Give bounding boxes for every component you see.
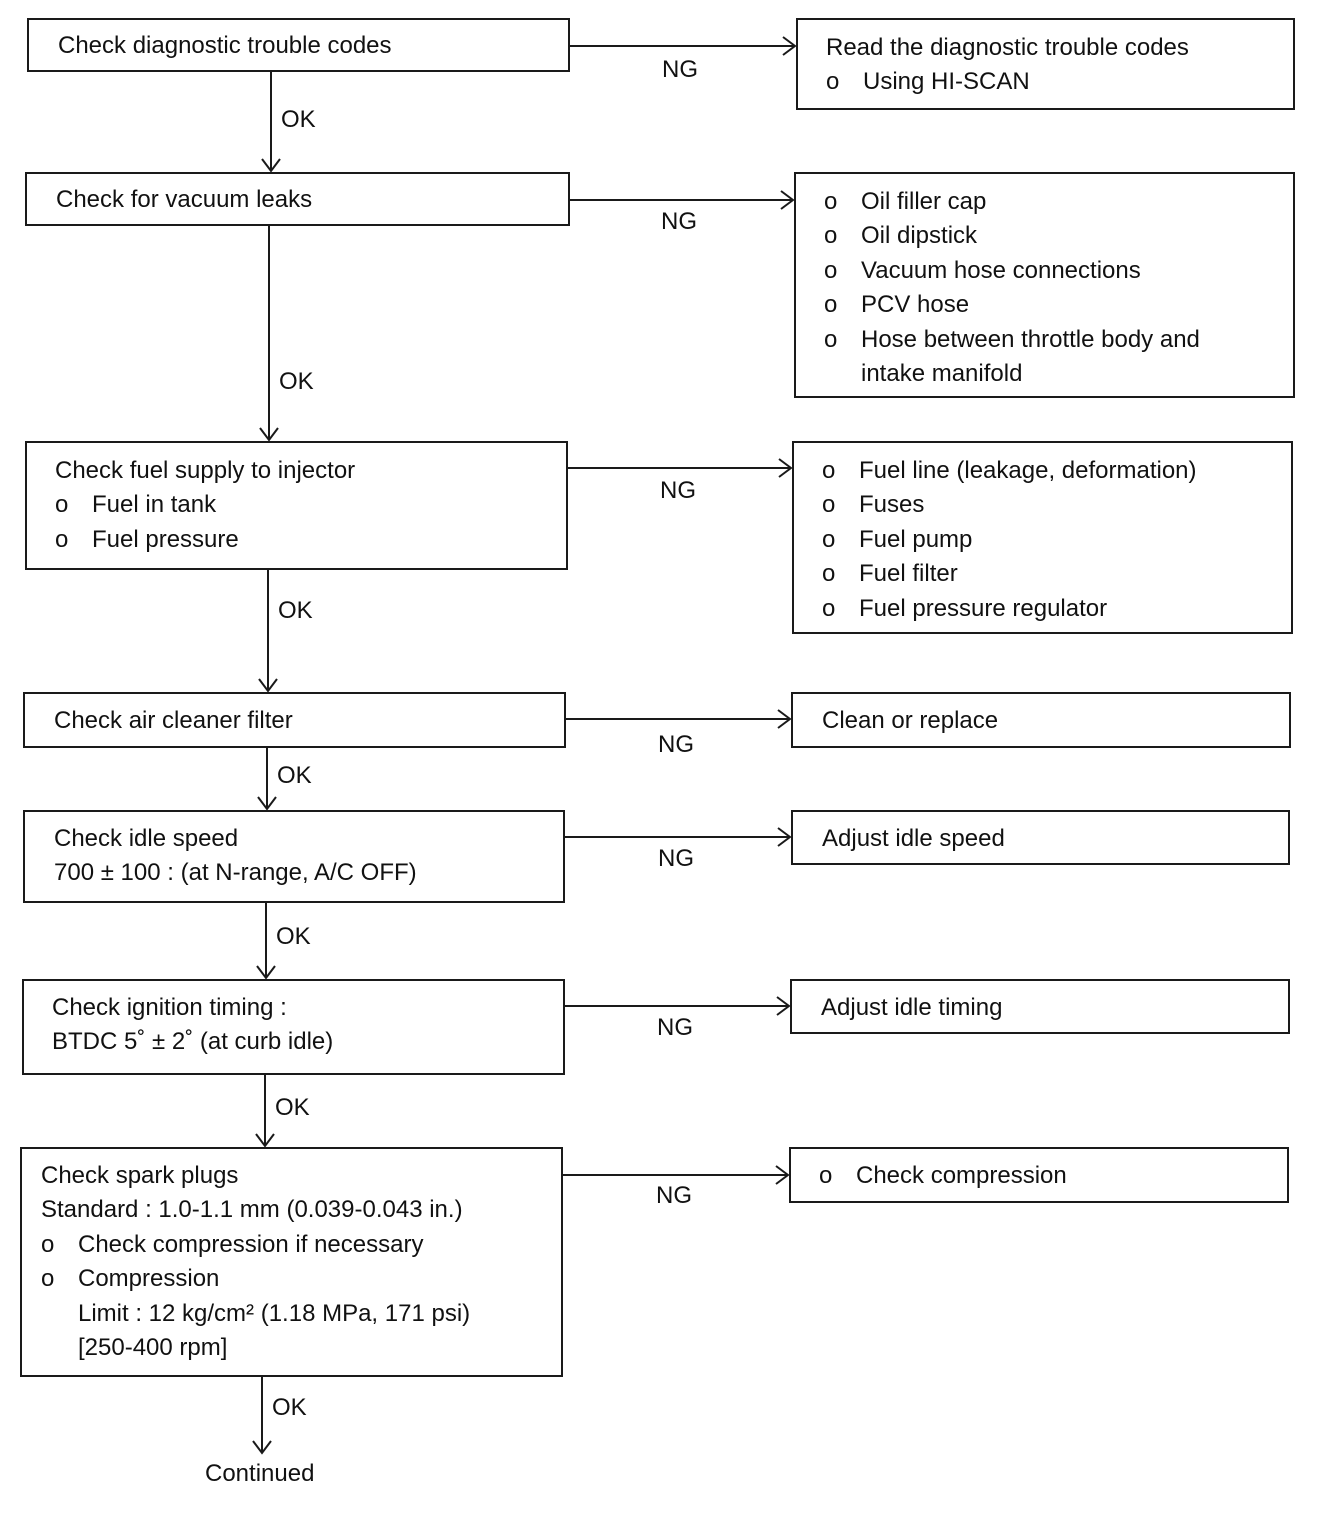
step-line: Check for vacuum leaks xyxy=(56,186,313,213)
bullet-mark: o xyxy=(822,560,836,588)
step-box-ignition-timing xyxy=(22,979,565,1075)
step-line: BTDC 5˚ ± 2˚ (at curb idle) xyxy=(52,1028,334,1056)
step-line: Check air cleaner filter xyxy=(54,707,293,734)
ng-label: NG xyxy=(658,731,694,758)
step-bullet xyxy=(55,488,566,522)
remedy-bullet xyxy=(822,488,1291,522)
step-box-vacuum-leaks xyxy=(25,172,570,226)
step-line: Check idle speed xyxy=(54,825,239,852)
step-box-fuel-supply xyxy=(25,441,568,570)
remedy-bullet-text: Fuel pump xyxy=(859,525,973,553)
bullet-mark: o xyxy=(822,525,836,553)
bullet-mark: o xyxy=(55,525,69,553)
remedy-line: Read the diagnostic trouble codes xyxy=(826,34,1189,61)
remedy-bullet xyxy=(822,523,1291,557)
step-line: Check spark plugs xyxy=(41,1162,239,1189)
remedy-bullet-text: Oil filler cap xyxy=(861,188,987,215)
ok-label: OK xyxy=(279,368,314,395)
ng-label: NG xyxy=(661,208,697,235)
ng-label: NG xyxy=(658,845,694,872)
remedy-bullet-text: Fuel pressure regulator xyxy=(859,594,1108,622)
step-line: Check diagnostic trouble codes xyxy=(58,32,392,59)
remedy-bullet xyxy=(824,219,1293,253)
step-bullet xyxy=(55,523,566,557)
step-bullet-detail: Limit : 12 kg/cm² (1.18 MPa, 171 psi) xyxy=(78,1299,471,1327)
step-line: 700 ± 100 : (at N-range, A/C OFF) xyxy=(54,859,417,887)
step-box-spark-plugs xyxy=(20,1147,563,1377)
remedy-line: Adjust idle speed xyxy=(822,825,1005,852)
step-line: Standard : 1.0-1.1 mm (0.039-0.043 in.) xyxy=(41,1196,463,1224)
remedy-bullet xyxy=(824,288,1293,322)
remedy-box-clean-replace xyxy=(791,692,1291,748)
remedy-bullet xyxy=(822,454,1291,488)
remedy-bullet-text: Vacuum hose connections xyxy=(861,256,1141,284)
step-bullet xyxy=(41,1228,561,1262)
remedy-bullet xyxy=(826,65,1293,99)
step-bullet-text: Fuel pressure xyxy=(92,525,239,553)
remedy-bullet-text: Fuel filter xyxy=(859,560,958,588)
bullet-mark: o xyxy=(824,291,838,319)
ng-label: NG xyxy=(656,1182,692,1209)
remedy-bullet-text: Check compression xyxy=(856,1162,1067,1189)
remedy-bullet xyxy=(824,254,1293,288)
ok-label: OK xyxy=(272,1394,307,1421)
remedy-bullet-text: Hose between throttle body and xyxy=(861,325,1200,353)
ng-label: NG xyxy=(660,477,696,504)
remedy-bullet-text: PCV hose xyxy=(861,291,970,319)
remedy-bullet xyxy=(824,185,1293,219)
bullet-mark: o xyxy=(822,491,836,519)
ok-label: OK xyxy=(278,597,313,624)
remedy-box-adjust-idle-timing xyxy=(790,979,1290,1034)
bullet-mark: o xyxy=(55,491,69,519)
bullet-mark: o xyxy=(824,325,838,353)
step-bullet-text: Fuel in tank xyxy=(92,491,217,519)
remedy-box-vacuum-checks xyxy=(794,172,1295,398)
remedy-bullet xyxy=(824,323,1293,357)
remedy-box-adjust-idle-speed xyxy=(791,810,1290,865)
bullet-mark: o xyxy=(824,222,838,250)
remedy-box-fuel-checks xyxy=(792,441,1293,634)
remedy-bullet-text: Fuses xyxy=(859,491,925,519)
ok-label: OK xyxy=(281,106,316,133)
ok-label: OK xyxy=(277,762,312,789)
step-bullet-text: Check compression if necessary xyxy=(78,1230,424,1258)
bullet-mark: o xyxy=(41,1265,55,1293)
remedy-line: Adjust idle timing xyxy=(821,994,1003,1021)
bullet-mark: o xyxy=(822,594,836,622)
remedy-box-read-codes xyxy=(796,18,1295,110)
remedy-bullet-text: Oil dipstick xyxy=(861,222,978,250)
remedy-bullet xyxy=(819,1159,1287,1193)
ng-label: NG xyxy=(662,56,698,83)
step-box-air-cleaner xyxy=(23,692,566,748)
step-bullet xyxy=(41,1262,561,1296)
step-bullet-text: Compression xyxy=(78,1265,220,1293)
remedy-line: Clean or replace xyxy=(822,707,999,734)
step-line: Check ignition timing : xyxy=(52,994,287,1021)
remedy-bullet-continuation: intake manifold xyxy=(861,360,1023,388)
bullet-mark: o xyxy=(41,1230,55,1258)
bullet-mark: o xyxy=(824,188,838,215)
bullet-mark: o xyxy=(824,256,838,284)
remedy-box-check-compression xyxy=(789,1147,1289,1203)
remedy-bullet-text: Using HI-SCAN xyxy=(863,68,1030,96)
step-line: Check fuel supply to injector xyxy=(55,457,356,484)
remedy-bullet xyxy=(822,592,1291,626)
step-box-diagnostic-codes xyxy=(27,18,570,72)
ok-label: OK xyxy=(276,923,311,950)
ng-label: NG xyxy=(657,1014,693,1041)
step-box-idle-speed xyxy=(23,810,565,903)
step-bullet-detail: [250-400 rpm] xyxy=(78,1334,228,1362)
remedy-bullet xyxy=(822,557,1291,591)
bullet-mark: o xyxy=(822,457,836,484)
ok-label: OK xyxy=(275,1094,310,1121)
remedy-bullet-text: Fuel line (leakage, deformation) xyxy=(859,457,1197,484)
bullet-mark: o xyxy=(826,68,840,96)
continued-label: Continued xyxy=(205,1460,315,1487)
bullet-mark: o xyxy=(819,1162,833,1189)
